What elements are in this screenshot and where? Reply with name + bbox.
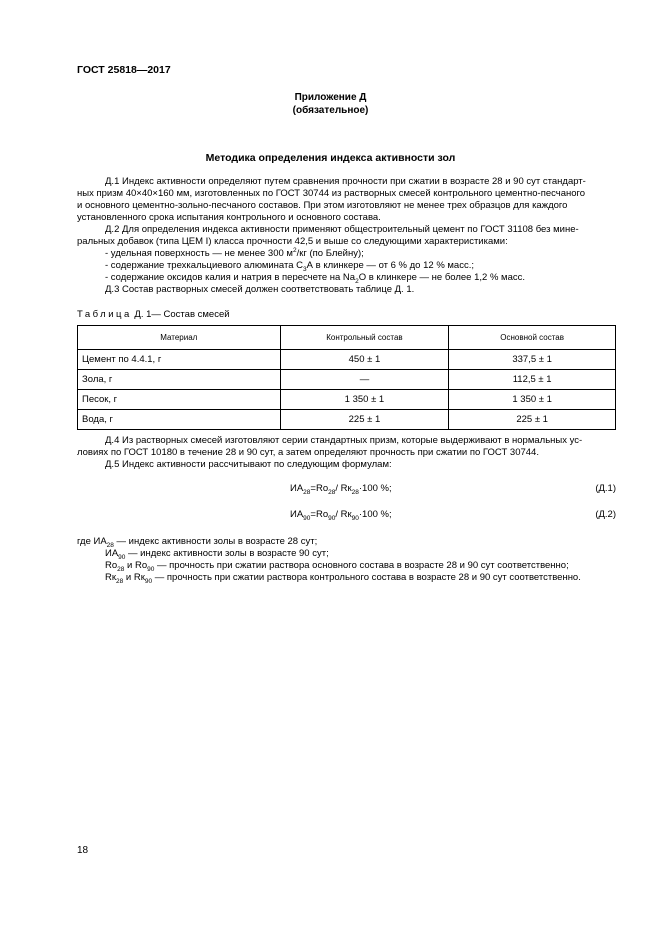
table-row bbox=[78, 410, 616, 430]
f2-ro-sub: 90 bbox=[328, 514, 336, 522]
w3-a: Ro bbox=[105, 560, 118, 571]
d2-line-2: ральных добавок (типа ЦЕМ I) класса прочности 42,5 и выше со следующими характеристиками: bbox=[77, 236, 508, 247]
w4-b: и Rк bbox=[123, 572, 145, 583]
w2-a: ИА bbox=[105, 548, 119, 559]
formula-number-d2: (Д.2) bbox=[595, 509, 616, 520]
cell-control: 1 350 ± 1 bbox=[280, 390, 449, 410]
f1-ia-sub: 28 bbox=[303, 488, 311, 496]
where-line-ro bbox=[77, 560, 637, 572]
col-header-main: Основной состав bbox=[449, 326, 616, 350]
w1-sub: 28 bbox=[106, 541, 114, 549]
cell-main: 112,5 ± 1 bbox=[449, 370, 616, 390]
d1-line-2: ных призм 40×40×160 мм, изготовленных по ГОСТ 30744 из растворных смесей контрольного цементно-песчаного bbox=[77, 188, 586, 199]
col-header-material: Материал bbox=[78, 326, 281, 350]
cell-material: Цемент по 4.4.1, г bbox=[78, 350, 281, 370]
table-caption bbox=[77, 309, 230, 320]
page-number: 18 bbox=[77, 845, 89, 856]
d2-b1-text: - удельная поверхность — не менее 300 м bbox=[105, 248, 293, 259]
d2-b3-text: - содержание оксидов калия и натрия в пересчете на Na bbox=[105, 272, 356, 283]
d2-b2-text: - содержание трехкальциевого алюмината С bbox=[105, 260, 304, 271]
where-line-rk bbox=[77, 572, 637, 584]
cell-control: 450 ± 1 bbox=[280, 350, 449, 370]
d2-b1-sup: 2 bbox=[292, 246, 297, 254]
w4-sub1: 28 bbox=[116, 577, 124, 585]
f2-ia-sub: 90 bbox=[303, 514, 311, 522]
col-header-control: Контрольный состав bbox=[280, 326, 449, 350]
w4-c: — прочность при сжатии раствора контрольного состава в возрасте 28 и 90 сут соответственно. bbox=[152, 572, 581, 583]
f2-ia: ИА bbox=[290, 509, 304, 520]
d2-bullet-oxides bbox=[77, 272, 616, 284]
w2-b: — индекс активности золы в возрасте 90 сут; bbox=[125, 548, 329, 559]
d2-b2-sub: 3 bbox=[303, 265, 307, 273]
doc-code: ГОСТ 25818—2017 bbox=[77, 64, 171, 76]
cell-material: Зола, г bbox=[78, 370, 281, 390]
d2-bullet-c3a bbox=[77, 260, 616, 272]
table-row bbox=[78, 370, 616, 390]
f1-ia: ИА bbox=[290, 483, 304, 494]
w1-a: где ИА bbox=[77, 536, 107, 547]
d1-line-1: Д.1 Индекс активности определяют путем сравнения прочности при сжатии в возрасте 28 и 90 сут стандарт- bbox=[105, 176, 586, 187]
cell-main: 225 ± 1 bbox=[449, 410, 616, 430]
appendix-subtitle: (обязательное) bbox=[292, 105, 369, 116]
formula-d2 bbox=[290, 509, 392, 520]
w4-a: Rк bbox=[105, 572, 117, 583]
where-block bbox=[77, 536, 637, 584]
f2-ro: =Ro bbox=[310, 509, 329, 520]
formula-number-d1: (Д.1) bbox=[595, 483, 616, 494]
f1-tail: ·100 %; bbox=[358, 483, 392, 494]
f1-ro: =Ro bbox=[310, 483, 329, 494]
w3-sub2: 90 bbox=[147, 565, 155, 573]
d3-text: Д.3 Состав растворных смесей должен соответствовать таблице Д. 1. bbox=[105, 284, 415, 295]
w3-b: и Ro bbox=[124, 560, 148, 571]
w2-sub: 90 bbox=[118, 553, 126, 561]
paragraph-d4 bbox=[77, 435, 616, 471]
d1-line-3: и основного цементно-зольно-песчаного составов. При этом изготовляют не менее трех образцов для каждого bbox=[77, 200, 568, 211]
d2-b2-post: А в клинкере — от 6 % до 12 % масс.; bbox=[306, 260, 474, 271]
table-row bbox=[78, 350, 616, 370]
where-line-ia90 bbox=[77, 548, 637, 560]
d2-bullet-surface bbox=[77, 248, 616, 260]
cell-control: — bbox=[280, 370, 449, 390]
cell-main: 337,5 ± 1 bbox=[449, 350, 616, 370]
f2-rk: / Rк bbox=[335, 509, 352, 520]
cell-material: Вода, г bbox=[78, 410, 281, 430]
table-row bbox=[78, 390, 616, 410]
d4-line-1: Д.4 Из растворных смесей изготовляют серии стандартных призм, которые выдерживают в нормальных ус- bbox=[105, 435, 583, 446]
cell-main: 1 350 ± 1 bbox=[449, 390, 616, 410]
d4-line-2: ловиях по ГОСТ 10180 в течение 28 и 90 сут, а затем определяют прочность при сжатии по ГОСТ 30744. bbox=[77, 447, 539, 458]
paragraph-d1 bbox=[77, 176, 616, 224]
f2-rk-sub: 90 bbox=[351, 514, 359, 522]
d2-b3-sub: 2 bbox=[355, 277, 359, 285]
d2-b1-post: /кг (по Блейну); bbox=[296, 248, 364, 259]
formula-d1 bbox=[290, 483, 392, 494]
w1-b: — индекс активности золы в возрасте 28 сут; bbox=[113, 536, 318, 547]
cell-control: 225 ± 1 bbox=[280, 410, 449, 430]
w3-c: — прочность при сжатии раствора основного состава в возрасте 28 и 90 сут соответственно; bbox=[154, 560, 569, 571]
w3-sub1: 28 bbox=[117, 565, 125, 573]
mix-composition-table bbox=[77, 325, 616, 430]
d2-line-1: Д.2 Для определения индекса активности применяют общестроительный цемент по ГОСТ 31108 без мине- bbox=[105, 224, 579, 235]
d5-text: Д.5 Индекс активности рассчитывают по следующим формулам: bbox=[105, 459, 392, 470]
table-caption-rest: Д. 1— Состав смесей bbox=[131, 309, 230, 320]
f1-ro-sub: 28 bbox=[328, 488, 336, 496]
where-line-ia28 bbox=[77, 536, 637, 548]
d1-line-4: установленного срока испытания контрольного и основного состава. bbox=[77, 212, 381, 223]
appendix-title: Приложение Д bbox=[294, 92, 367, 103]
paragraph-d2 bbox=[77, 224, 616, 296]
f1-rk: / Rк bbox=[335, 483, 352, 494]
cell-material: Песок, г bbox=[78, 390, 281, 410]
w4-sub2: 90 bbox=[144, 577, 153, 585]
f2-tail: ·100 %; bbox=[358, 509, 392, 520]
table-header-row bbox=[78, 326, 616, 350]
d2-b3-post: О в клинкере — не более 1,2 % масс. bbox=[358, 272, 525, 283]
section-title: Методика определения индекса активности зол bbox=[205, 152, 456, 164]
f1-rk-sub: 28 bbox=[351, 488, 359, 496]
table-caption-label: Таблица bbox=[77, 309, 132, 320]
